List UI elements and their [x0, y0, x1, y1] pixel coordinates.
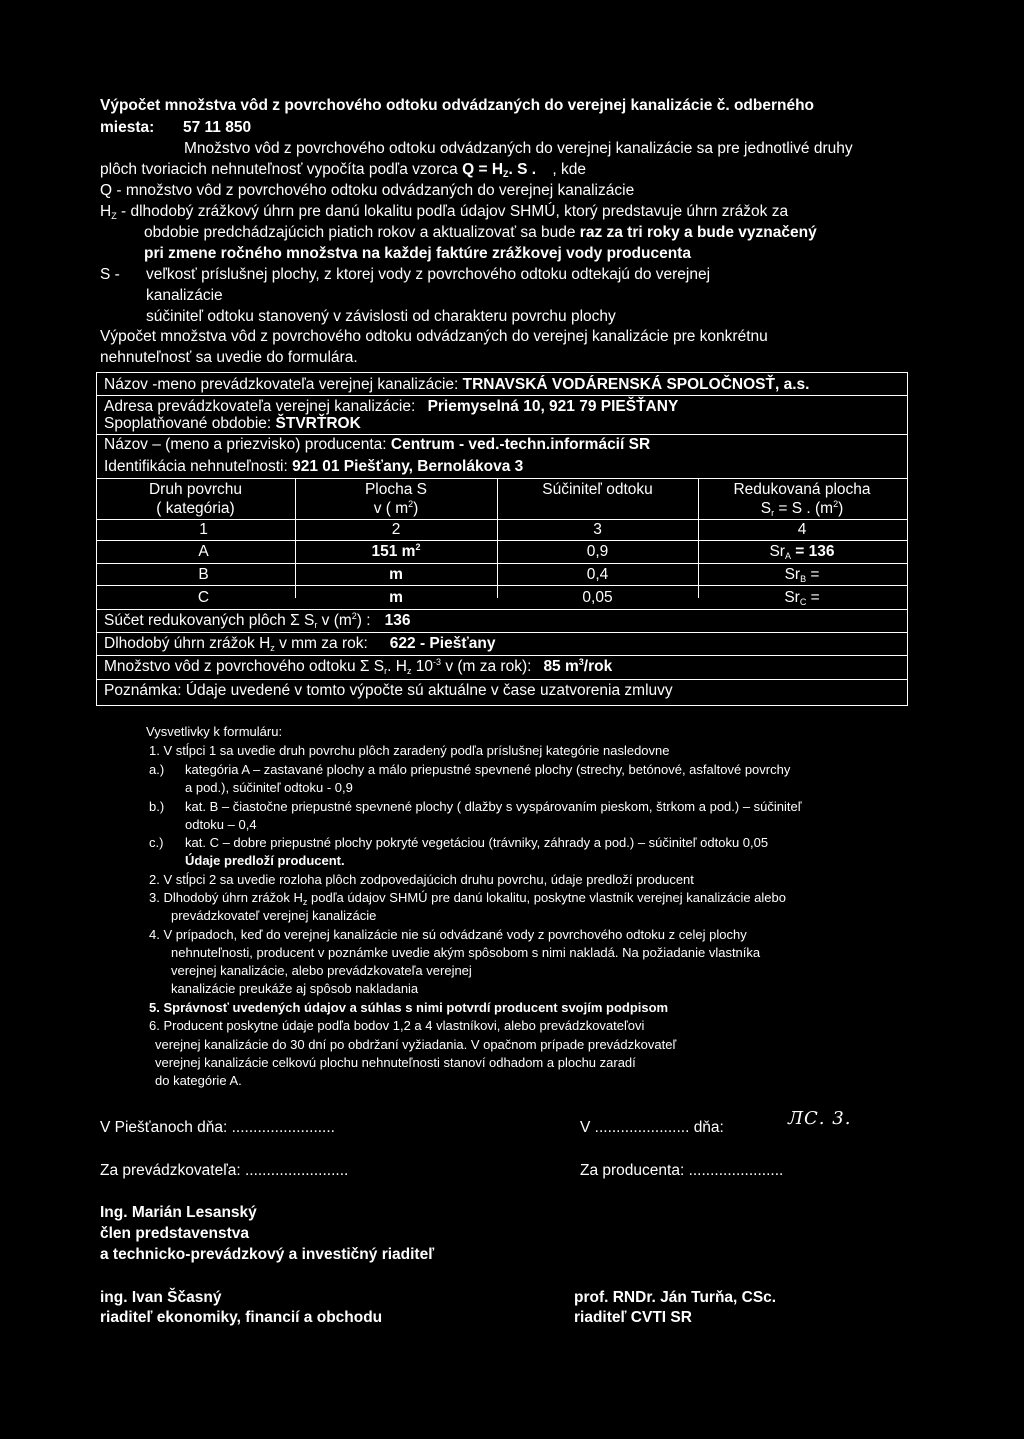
col-header-reduced-formula	[698, 499, 906, 519]
def-coef: súčiniteľ odtoku stanovený v závislosti od charakteru povrchu plochy	[146, 308, 616, 325]
row-category: A	[198, 543, 209, 560]
operator-value: TRNAVSKÁ VODÁRENSKÁ SPOLOČNOSŤ, a.s.	[462, 376, 810, 393]
signatory-right-title: riaditeľ CVTI SR	[574, 1309, 692, 1326]
operator-row	[104, 375, 809, 395]
area-sup: 2	[415, 542, 421, 552]
reduced-s: S	[760, 500, 772, 517]
note-b-line2: odtoku – 0,4	[185, 817, 257, 832]
formula-main: Q = H	[462, 161, 504, 178]
collection-point-number: 57 11 850	[183, 119, 252, 136]
rain-sub: z	[270, 643, 275, 653]
qty-ten: 10	[411, 658, 433, 675]
reduced-sym: Sr	[784, 566, 801, 583]
rain-value: 622 - Piešťany	[389, 635, 496, 652]
qty-sup: -3	[433, 657, 442, 667]
area-unit-text: v ( m	[373, 500, 409, 517]
calc-note-1: Výpočet množstva vôd z povrchového odtoku odvádzaných do verejnej kanalizácie pre konkrétnu	[100, 328, 768, 345]
signatory-left-title1: člen predstavenstva	[100, 1225, 250, 1242]
col-number: 1	[199, 521, 208, 538]
sum-value: 136	[384, 612, 411, 629]
signatory-left2-name: ing. Ivan Ščasný	[100, 1289, 222, 1306]
reduced-text: = S . (m	[774, 500, 834, 517]
rain-row	[104, 634, 495, 654]
col-number: 2	[391, 521, 401, 538]
note-c-line1: kat. C – dobre priepustné plochy pokryté vegetáciou (trávniky, záhrady a pod.) – súčiniteľ odtoku 0,05	[185, 835, 769, 850]
note-b-line1: kat. B – čiastočne priepustné spevnené plochy ( dlažby s vyspárovaním pieskom, štrkom a pod.) – súčiniteľ	[185, 799, 802, 814]
producer-value: Centrum - ved.-techn.informácií SR	[390, 436, 651, 453]
col-number: 3	[593, 521, 602, 538]
reduced-sub: r	[771, 508, 775, 518]
collection-point-label: miesta:	[100, 119, 155, 136]
sum-label: Súčet redukovaných plôch Σ S	[104, 612, 315, 629]
formula-end: . S .	[508, 161, 537, 178]
grid-line	[96, 540, 907, 541]
address-value: Priemyselná 10, 921 79 PIEŠŤANY	[427, 398, 679, 415]
qty-label: Množstvo vôd z povrchového odtoku Σ S	[104, 658, 385, 675]
reduced-sym: Sr	[769, 543, 785, 560]
hz-sub: Z	[111, 211, 117, 221]
hz-line2-bold: raz za tri roky a bude vyznačený	[579, 224, 817, 241]
reduced-sup: 2	[833, 499, 839, 509]
reduced-sub: A	[784, 551, 791, 561]
operator-signature-line: Za prevádzkovateľa: ........................	[100, 1162, 349, 1179]
area-unit-end: )	[413, 500, 419, 517]
reduced-sub: B	[800, 574, 807, 584]
intro-line-2	[100, 160, 586, 180]
note-6-line3: verejnej kanalizácie celkovú plochu nehnuteľnosti stanoví odhadom a plochu zaradí	[155, 1055, 636, 1070]
note-a-line2: a pod.), súčiniteľ odtoku - 0,9	[185, 780, 353, 795]
note-a-marker: a.)	[149, 762, 165, 777]
note-5: 5. Správnosť uvedených údajov a súhlas s nimi potvrdí producent svojím podpisom	[149, 1000, 669, 1015]
hz-symbol: H	[100, 203, 112, 220]
intro-text: plôch tvoriacich nehnuteľnosť vypočíta podľa vzorca	[100, 161, 458, 178]
qty-h: . H	[387, 658, 407, 675]
qty-value-unit: /rok	[583, 658, 613, 675]
producer-row	[104, 435, 650, 455]
qty-unit: v (m za rok):	[441, 658, 532, 675]
col-header-coef: Súčiniteľ odtoku	[542, 481, 653, 498]
note-4-line1: 4. V prípadoch, keď do verejnej kanalizácie nie sú odvádzané vody z povrchového odtoku z celej plochy	[149, 927, 747, 942]
note-row: Poznámka: Údaje uvedené v tomto výpočte sú aktuálne v čase uzatvorenia zmluvy	[104, 682, 673, 699]
operator-label: Názov -meno prevádzkovateľa verejnej kanalizácie:	[104, 376, 459, 393]
handwritten-date: ЛС. 3.	[788, 1108, 852, 1129]
grid-line	[96, 655, 907, 656]
reduced-value: =	[806, 589, 820, 606]
note-a-line1: kategória A – zastavané plochy a málo priepustné spevnené plochy (strechy, betónové, asfaltové povrchy	[185, 762, 791, 777]
reduced-value: =	[806, 566, 820, 583]
hz-text: - dlhodobý zrážkový úhrn pre danú lokalitu podľa údajov SHMÚ, ktorý predstavuje úhrn zrážok za	[116, 203, 789, 220]
row-coef: 0,4	[586, 566, 609, 583]
def-s-symbol: S -	[100, 266, 120, 283]
sum-row	[104, 611, 410, 631]
address-label: Adresa prevádzkovateľa verejnej kanalizácie:	[104, 398, 416, 415]
note-6-line1: 6. Producent poskytne údaje podľa bodov 1,2 a 4 vlastníkovi, alebo prevádzkovateľovi	[149, 1018, 645, 1033]
grid-line	[96, 563, 907, 564]
quantity-row	[104, 657, 612, 677]
intro-line-1: Množstvo vôd z povrchového odtoku odvádzaných do verejnej kanalizácie sa pre jednotlivé druhy	[184, 140, 853, 157]
qty-sub: r	[384, 666, 388, 676]
rain-label-end: v mm za rok:	[274, 635, 368, 652]
grid-line	[96, 632, 907, 633]
sum-label-unit: v (m	[317, 612, 352, 629]
sum-sup: 2	[351, 611, 357, 621]
signatory-left-name: Ing. Marián Lesanský	[100, 1204, 257, 1221]
note-3-line2: prevádzkovateľ verejnej kanalizácie	[171, 908, 377, 923]
reduced-end: )	[838, 500, 844, 517]
note-3-rest: podľa údajov SHMÚ pre danú lokalitu, poskytne vlastník verejnej kanalizácie alebo	[307, 890, 786, 905]
note-3-text: 3. Dlhodobý úhrn zrážok H	[149, 890, 303, 905]
signatory-left2-title: riaditeľ ekonomiky, financií a obchodu	[100, 1309, 383, 1326]
note-1: 1. V stĺpci 1 sa uvedie druh povrchu plôch zaradený podľa príslušnej kategórie nasledovne	[149, 743, 670, 758]
grid-line	[96, 679, 907, 680]
grid-line	[96, 585, 907, 586]
hz-line2-text: obdobie predchádzajúcich piatich rokov a aktualizovať sa bude	[144, 224, 576, 241]
def-hz	[100, 202, 788, 222]
note-6-line4: do kategórie A.	[155, 1073, 242, 1088]
intro-kde: , kde	[552, 161, 587, 178]
qty-value	[543, 658, 612, 675]
producer-label: Názov – (meno a priezvisko) producenta:	[104, 436, 387, 453]
col-number: 4	[797, 521, 807, 538]
note-4-line3: verejnej kanalizácie, alebo prevádzkovateľa verejnej	[171, 963, 472, 978]
def-s: veľkosť príslušnej plochy, z ktorej vody z povrchového odtoku odtekajú do verejnej	[146, 266, 711, 283]
property-row	[104, 457, 523, 477]
period-row	[104, 414, 361, 434]
period-value: ŠTVRŤROK	[275, 415, 361, 432]
note-4-line2: nehnuteľnosti, producent v poznámke uvedie akým spôsobom s nimi nakladá. Na požiadanie vlastníka	[171, 945, 761, 960]
row-reduced	[698, 565, 906, 585]
col-header-area-unit	[295, 499, 497, 519]
row-coef: 0,05	[582, 589, 613, 606]
signatory-right-name: prof. RNDr. Ján Turňa, CSc.	[574, 1289, 777, 1306]
note-b-marker: b.)	[149, 799, 165, 814]
qty-value-sup: 3	[578, 657, 584, 667]
divider	[96, 478, 907, 479]
document-title: Výpočet množstva vôd z povrchového odtoku odvádzaných do verejnej kanalizácie č. odberného	[100, 97, 815, 114]
row-coef: 0,9	[586, 543, 609, 560]
sum-label-end: ) :	[356, 612, 371, 629]
qty-sub2: z	[406, 666, 412, 676]
note-3-sub: z	[302, 897, 308, 907]
note-4-line4: kanalizácie preukáže aj spôsob nakladania	[171, 981, 419, 996]
rain-label: Dlhodobý úhrn zrážok H	[104, 635, 271, 652]
formula-sub: Z	[503, 169, 509, 179]
area-value: 151 m	[371, 543, 416, 560]
row-reduced	[698, 542, 906, 562]
row-area: m	[389, 589, 403, 606]
period-label: Spoplatňované obdobie:	[104, 415, 272, 432]
grid-line	[96, 609, 907, 610]
divider	[96, 395, 907, 396]
signatory-left-title2: a technicko-prevádzkový a investičný riaditeľ	[100, 1246, 435, 1263]
place-date-left: V Piešťanoch dňa: ........................	[100, 1119, 335, 1136]
row-category: B	[198, 566, 209, 583]
def-q: Q - množstvo vôd z povrchového odtoku odvádzaných do verejnej kanalizácie	[100, 182, 635, 199]
reduced-value: = 136	[790, 543, 835, 560]
col-header-surface: Druh povrchu	[148, 481, 243, 498]
row-category: C	[197, 589, 210, 606]
qty-value-num: 85 m	[543, 658, 579, 675]
row-reduced	[698, 588, 906, 608]
notes-title: Vysvetlivky k formuláru:	[146, 724, 283, 739]
col-header-reduced: Redukovaná plocha	[733, 481, 871, 498]
property-label: Identifikácia nehnuteľnosti:	[104, 458, 288, 475]
col-header-area: Plocha S	[364, 481, 428, 498]
def-s-line2: kanalizácie	[146, 287, 223, 304]
calc-note-2: nehnuteľnosť sa uvedie do formulára.	[100, 349, 358, 366]
note-6-line2: verejnej kanalizácie do 30 dní po obdržaní vyžiadania. V opačnom prípade prevádzkovateľ	[155, 1037, 677, 1052]
row-area: m	[389, 566, 403, 583]
note-3	[149, 889, 786, 906]
area-unit-sup: 2	[408, 499, 414, 509]
producer-signature-line: Za producenta: ......................	[580, 1162, 784, 1179]
note-2: 2. V stĺpci 2 sa uvedie rozloha plôch zodpovedajúcich druhu povrchu, údaje predloží producent	[149, 872, 694, 887]
row-area	[295, 542, 497, 562]
formula	[462, 161, 536, 178]
note-c-line2: Údaje predloží producent.	[185, 853, 345, 868]
sum-sub: r	[314, 620, 318, 630]
place-date-right: V ...................... dňa:	[580, 1119, 724, 1136]
note-c-marker: c.)	[149, 835, 164, 850]
def-hz-line3: pri zmene ročného množstva na každej faktúre zrážkovej vody producenta	[144, 245, 691, 262]
col-header-surface-sub: ( kategória)	[156, 500, 235, 517]
def-hz-line2	[144, 223, 817, 243]
reduced-sub: C	[799, 597, 807, 607]
reduced-sym: Sr	[784, 589, 800, 606]
property-value: 921 01 Piešťany, Bernolákova 3	[292, 458, 524, 475]
